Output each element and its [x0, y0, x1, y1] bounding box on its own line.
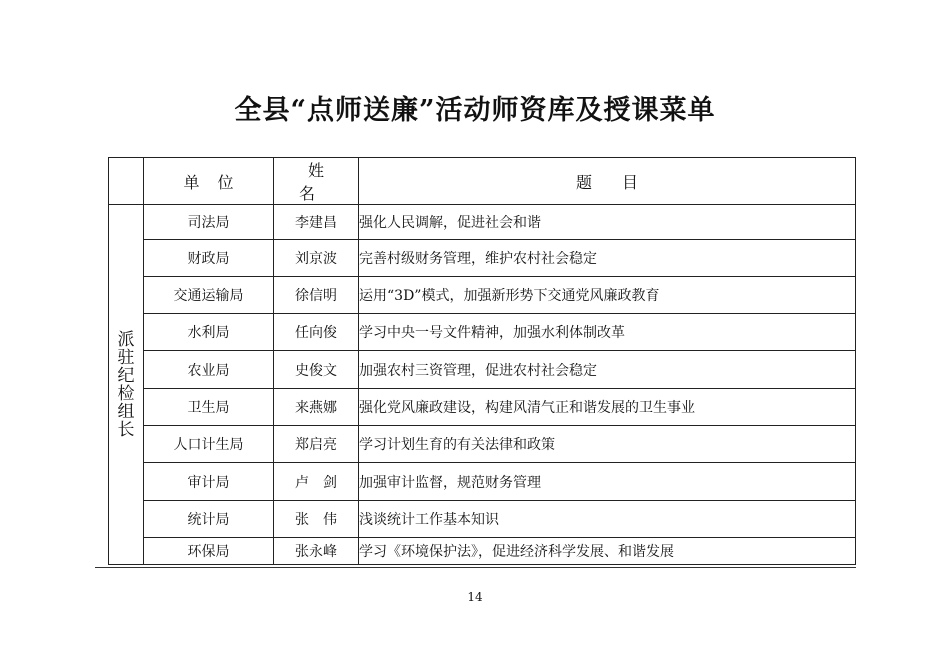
topic-cell: 加强农村三资管理，促进农村社会稳定 [359, 351, 856, 389]
topic-cell: 学习计划生育的有关法律和政策 [359, 426, 856, 463]
topic-cell: 加强审计监督，规范财务管理 [359, 463, 856, 501]
name-cell: 史俊文 [274, 351, 359, 389]
unit-cell: 财政局 [144, 240, 274, 277]
topic-cell: 学习中央一号文件精神，加强水利体制改革 [359, 314, 856, 351]
table-row [109, 277, 856, 314]
name-cell: 张永峰 [274, 538, 359, 565]
name-cell: 李建昌 [274, 205, 359, 240]
name-cell: 任向俊 [274, 314, 359, 351]
unit-cell: 人口计生局 [144, 426, 274, 463]
name-cell: 刘京波 [274, 240, 359, 277]
group-label: 派驻纪检组长 [117, 329, 135, 440]
topic-cell: 强化党风廉政建设，构建风清气正和谐发展的卫生事业 [359, 389, 856, 426]
unit-cell: 审计局 [144, 463, 274, 501]
table-row [109, 314, 856, 351]
lecturer-table [108, 157, 856, 565]
document-title: 全县“点师送廉”活动师资库及授课菜单 [234, 95, 716, 126]
table-header-row [109, 158, 856, 205]
unit-header: 单位 [144, 158, 274, 205]
unit-cell: 水利局 [144, 314, 274, 351]
unit-cell: 司法局 [144, 205, 274, 240]
table-row [109, 538, 856, 565]
table-row [109, 426, 856, 463]
topic-cell: 强化人民调解，促进社会和谐 [359, 205, 856, 240]
topic-header: 题目 [359, 158, 856, 205]
table-row [109, 389, 856, 426]
table-row [109, 501, 856, 538]
topic-cell: 运用“3D”模式，加强新形势下交通党风廉政教育 [359, 277, 856, 314]
unit-cell: 统计局 [144, 501, 274, 538]
unit-cell: 农业局 [144, 351, 274, 389]
unit-cell: 环保局 [144, 538, 274, 565]
topic-cell: 完善村级财务管理，维护农村社会稳定 [359, 240, 856, 277]
table-row [109, 351, 856, 389]
footer-divider [95, 567, 856, 568]
name-header: 姓名 [274, 158, 359, 205]
group-header [109, 158, 144, 205]
name-cell: 来燕娜 [274, 389, 359, 426]
group-cell [109, 205, 144, 565]
name-cell: 徐信明 [274, 277, 359, 314]
table-row [109, 205, 856, 240]
topic-cell: 学习《环境保护法》，促进经济科学发展、和谐发展 [359, 538, 856, 565]
name-cell: 郑启亮 [274, 426, 359, 463]
name-cell: 卢 剑 [274, 463, 359, 501]
name-cell: 张 伟 [274, 501, 359, 538]
topic-cell: 浅谈统计工作基本知识 [359, 501, 856, 538]
page-number: 14 [467, 590, 483, 604]
unit-cell: 交通运输局 [144, 277, 274, 314]
table-row [109, 240, 856, 277]
table-row [109, 463, 856, 501]
unit-cell: 卫生局 [144, 389, 274, 426]
